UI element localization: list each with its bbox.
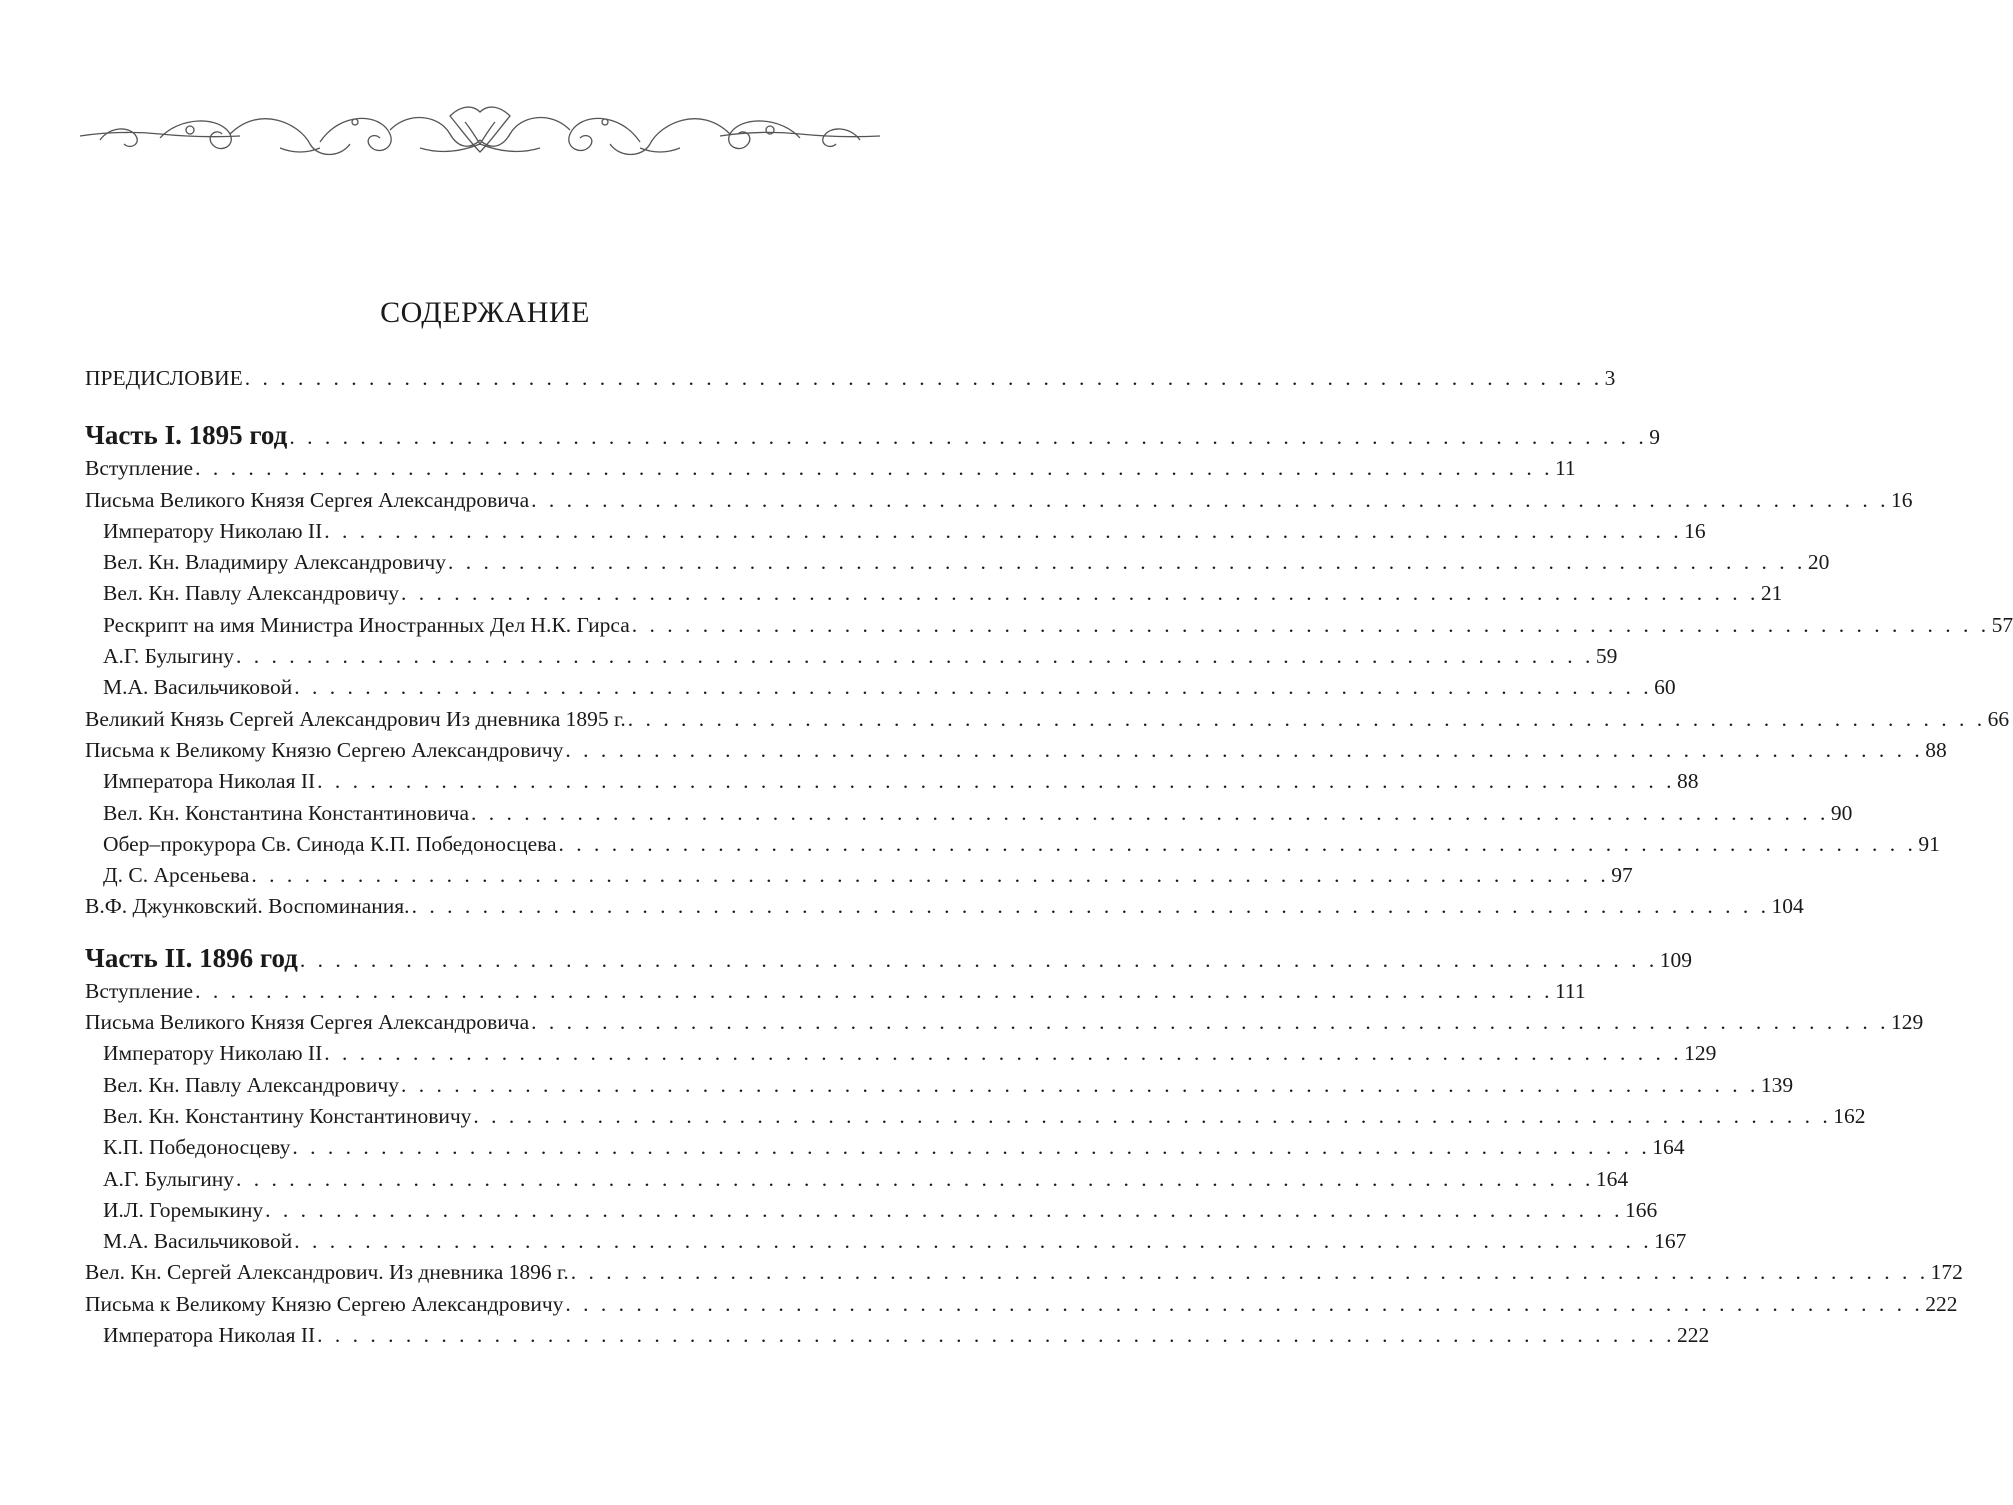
toc-entry-label: Письма к Великому Князю Сергею Александровичу xyxy=(85,737,564,762)
leader-dots: . . . . . . . . . . . . . . . . . . . . . . . . . . . . . . . . . . . . . . . . . . . . . . . . . . . . . . . . . . . . . . . . . . . . . . . . . . . . . xyxy=(294,675,1653,700)
leader-dots: . . . . . . . . . . . . . . . . . . . . . . . . . . . . . . . . . . . . . . . . . . . . . . . . . . . . . . . . . . . . . . . . . . . . . . . . . . . . . xyxy=(289,425,1648,450)
toc-entry-page: 104 xyxy=(1771,894,1804,919)
leader-dots: . . . . . . . . . . . . . . . . . . . . . . . . . . . . . . . . . . . . . . . . . . . . . . . . . . . . . . . . . . . . . . . . . . . . . . . . . . . . . xyxy=(565,1291,1924,1316)
leader-dots: . . . . . . . . . . . . . . . . . . . . . . . . . . . . . . . . . . . . . . . . . . . . . . . . . . . . . . . . . . . . . . . . . . . . . . . . . . . . . xyxy=(447,550,1806,575)
toc-entry-page: 129 xyxy=(1684,1041,1717,1066)
toc-entry[interactable] xyxy=(85,735,1947,766)
toc-subentry[interactable] xyxy=(85,798,1853,829)
toc-part-heading[interactable] xyxy=(85,941,1692,976)
leader-dots: . . . . . . . . . . . . . . . . . . . . . . . . . . . . . . . . . . . . . . . . . . . . . . . . . . . . . . . . . . . . . . . . . . . . . . . . . . . . . xyxy=(631,612,1990,637)
toc-entry-label: Д. С. Арсеньева xyxy=(103,863,250,888)
toc-entry-label: Рескрипт на имя Министра Иностранных Дел Н.К. Гирса xyxy=(103,612,630,637)
leader-dots: . . . . . . . . . . . . . . . . . . . . . . . . . . . . . . . . . . . . . . . . . . . . . . . . . . . . . . . . . . . . . . . . . . . . . . . . . . . . . xyxy=(294,1229,1653,1254)
toc-subentry[interactable] xyxy=(85,641,1618,672)
toc-entry-preface[interactable] xyxy=(85,363,1616,394)
toc-entry-label: Императору Николаю II xyxy=(103,518,323,543)
toc-entry-label: Вступление xyxy=(85,456,194,481)
toc-subentry[interactable] xyxy=(85,1132,1685,1163)
toc-entry-label: Вел. Кн. Павлу Александровичу xyxy=(103,1072,399,1097)
toc-entry[interactable] xyxy=(85,1257,1963,1288)
toc-entry-page: 66 xyxy=(1987,706,2010,731)
toc-entry[interactable] xyxy=(85,891,1804,922)
toc-entry-label: Письма Великого Князя Сергея Александровича xyxy=(85,487,530,512)
toc-entry-page: 16 xyxy=(1891,487,1913,512)
leader-dots: . . . . . . . . . . . . . . . . . . . . . . . . . . . . . . . . . . . . . . . . . . . . . . . . . . . . . . . . . . . . . . . . . . . . . . . . . . . . . xyxy=(531,487,1890,512)
toc-entry-label: Вел. Кн. Константина Константиновича xyxy=(103,800,470,825)
leader-dots: . . . . . . . . . . . . . . . . . . . . . . . . . . . . . . . . . . . . . . . . . . . . . . . . . . . . . . . . . . . . . . . . . . . . . . . . . . . . . xyxy=(627,706,1986,731)
toc-subentry[interactable] xyxy=(85,1320,1710,1351)
leader-dots: . . . . . . . . . . . . . . . . . . . . . . . . . . . . . . . . . . . . . . . . . . . . . . . . . . . . . . . . . . . . . . . . . . . . . . . . . . . . . xyxy=(317,769,1676,794)
leader-dots: . . . . . . . . . . . . . . . . . . . . . . . . . . . . . . . . . . . . . . . . . . . . . . . . . . . . . . . . . . . . . . . . . . . . . . . . . . . . . xyxy=(265,1197,1623,1222)
page-title: СОДЕРЖАНИЕ xyxy=(380,296,590,329)
toc-subentry[interactable] xyxy=(85,766,1699,797)
leader-dots: . . . . . . . . . . . . . . . . . . . . . . . . . . . . . . . . . . . . . . . . . . . . . . . . . . . . . . . . . . . . . . . . . . . . . . . . . . . . . xyxy=(400,581,1759,606)
toc-entry-label: Часть I. 1895 год xyxy=(85,420,288,451)
toc-entry-label: Часть II. 1896 год xyxy=(85,942,298,973)
toc-entry-page: 20 xyxy=(1807,550,1830,575)
toc-entry-page: 16 xyxy=(1684,518,1706,543)
toc-entry[interactable] xyxy=(85,1007,1924,1038)
leader-dots: . . . . . . . . . . . . . . . . . . . . . . . . . . . . . . . . . . . . . . . . . . . . . . . . . . . . . . . . . . . . . . . . . . . . . . . . . . . . . xyxy=(471,800,1829,825)
toc-entry-label: Императора Николая II xyxy=(103,769,316,794)
toc-entry-page: 97 xyxy=(1611,863,1633,888)
leader-dots: . . . . . . . . . . . . . . . . . . . . . . . . . . . . . . . . . . . . . . . . . . . . . . . . . . . . . . . . . . . . . . . . . . . . . . . . . . . . . xyxy=(236,1166,1594,1191)
leader-dots: . . . . . . . . . . . . . . . . . . . . . . . . . . . . . . . . . . . . . . . . . . . . . . . . . . . . . . . . . . . . . . . . . . . . . . . . . . . . . xyxy=(565,737,1924,762)
toc-entry[interactable] xyxy=(85,1289,1958,1320)
leader-dots: . . . . . . . . . . . . . . . . . . . . . . . . . . . . . . . . . . . . . . . . . . . . . . . . . . . . . . . . . . . . . . . . . . . . . . . . . . . . . xyxy=(236,644,1594,669)
toc-entry-page: 60 xyxy=(1654,675,1676,700)
leader-dots: . . . . . . . . . . . . . . . . . . . . . . . . . . . . . . . . . . . . . . . . . . . . . . . . . . . . . . . . . . . . . . . . . . . . . . . . . . . . . xyxy=(324,1041,1683,1066)
toc-entry-label: Вел. Кн. Константину Константиновичу xyxy=(103,1103,472,1128)
toc-entry-page: 90 xyxy=(1830,800,1853,825)
toc-entry[interactable] xyxy=(85,485,1913,516)
toc-entry-label: Императору Николаю II xyxy=(103,1041,323,1066)
toc-entry-label: Вступление xyxy=(85,978,194,1003)
toc-subentry[interactable] xyxy=(85,610,2013,641)
toc-entry-page: 167 xyxy=(1654,1229,1687,1254)
leader-dots: . . . . . . . . . . . . . . . . . . . . . . . . . . . . . . . . . . . . . . . . . . . . . . . . . . . . . . . . . . . . . . . . . . . . . . . . . . . . . xyxy=(195,978,1553,1003)
toc-entry[interactable] xyxy=(85,453,1576,484)
toc-entry-page: 166 xyxy=(1624,1197,1658,1222)
toc-entry-label: А.Г. Булыгину xyxy=(103,644,235,669)
toc-entry-label: Письма Великого Князя Сергея Александровича xyxy=(85,1010,530,1035)
toc-subentry[interactable] xyxy=(85,1164,1629,1195)
decorative-ornament-icon xyxy=(80,100,880,162)
toc-entry-page: 21 xyxy=(1760,581,1783,606)
toc-entry-page: 162 xyxy=(1833,1103,1866,1128)
toc-subentry[interactable] xyxy=(85,1226,1687,1257)
toc-subentry[interactable] xyxy=(85,547,1830,578)
toc-entry-label: Великий Князь Сергей Александрович Из дневника 1895 г. xyxy=(85,706,626,731)
toc-entry-label: Вел. Кн. Павлу Александровичу xyxy=(103,581,399,606)
toc-entry-page: 139 xyxy=(1760,1072,1794,1097)
toc-entry-page: 164 xyxy=(1595,1166,1629,1191)
leader-dots: . . . . . . . . . . . . . . . . . . . . . . . . . . . . . . . . . . . . . . . . . . . . . . . . . . . . . . . . . . . . . . . . . . . . . . . . . . . . . xyxy=(292,1135,1651,1160)
toc-entry-label: И.Л. Горемыкину xyxy=(103,1197,264,1222)
leader-dots: . . . . . . . . . . . . . . . . . . . . . . . . . . . . . . . . . . . . . . . . . . . . . . . . . . . . . . . . . . . . . . . . . . . . . . . . . . . . . xyxy=(251,863,1610,888)
toc-entry-label: ПРЕДИСЛОВИЕ xyxy=(85,366,243,390)
leader-dots: . . . . . . . . . . . . . . . . . . . . . . . . . . . . . . . . . . . . . . . . . . . . . . . . . . . . . . . . . . . . . . . . . . . . . . . . . . . . . xyxy=(473,1103,1832,1128)
leader-dots: . . . . . . . . . . . . . . . . . . . . . . . . . . . . . . . . . . . . . . . . . . . . . . . . . . . . . . . . . . . . . . . . . . . . . . . . . . . . . xyxy=(411,894,1770,919)
toc-entry[interactable] xyxy=(85,976,1586,1007)
toc-entry-page: 164 xyxy=(1652,1135,1685,1160)
toc-entry-page: 88 xyxy=(1925,737,1947,762)
toc-subentry[interactable] xyxy=(85,672,1676,703)
toc-entry-page: 109 xyxy=(1659,947,1692,972)
toc-entry-page: 88 xyxy=(1677,769,1699,794)
toc-entry-label: Вел. Кн. Сергей Александрович. Из дневника 1896 г. xyxy=(85,1260,569,1285)
toc-subentry[interactable] xyxy=(85,1101,1866,1132)
leader-dots: . . . . . . . . . . . . . . . . . . . . . . . . . . . . . . . . . . . . . . . . . . . . . . . . . . . . . . . . . . . . . . . . . . . . . . . . . . . . . xyxy=(299,947,1658,972)
toc-entry-label: Обер–прокурора Св. Синода К.П. Победоносцева xyxy=(103,831,557,856)
toc-entry-page: 3 xyxy=(1604,366,1616,390)
toc-subentry[interactable] xyxy=(85,860,1633,891)
leader-dots: . . . . . . . . . . . . . . . . . . . . . . . . . . . . . . . . . . . . . . . . . . . . . . . . . . . . . . . . . . . . . . . . . . . . . . . . . . . . . xyxy=(570,1260,1929,1285)
toc-entry-page: 11 xyxy=(1554,456,1576,481)
toc-entry-page: 9 xyxy=(1649,425,1660,450)
toc-entry-label: К.П. Победоносцеву xyxy=(103,1135,291,1160)
toc-subentry[interactable] xyxy=(85,829,1940,860)
toc-entry-page: 91 xyxy=(1918,831,1940,856)
leader-dots: . . . . . . . . . . . . . . . . . . . . . . . . . . . . . . . . . . . . . . . . . . . . . . . . . . . . . . . . . . . . . . . . . . . . . . . . . . . . . xyxy=(244,366,1603,390)
toc-entry-label: Письма к Великому Князю Сергею Александровичу xyxy=(85,1291,564,1316)
toc-entry-page: 222 xyxy=(1677,1323,1710,1348)
toc-entry-page: 111 xyxy=(1554,978,1586,1003)
toc-entry-page: 129 xyxy=(1891,1010,1924,1035)
toc-subentry[interactable] xyxy=(85,1038,1717,1069)
toc-entry-label: Императора Николая II xyxy=(103,1323,316,1348)
toc-entry-page: 172 xyxy=(1930,1260,1963,1285)
toc-entry-label: В.Ф. Джунковский. Воспоминания. xyxy=(85,894,410,919)
table-of-contents xyxy=(85,363,2013,1351)
leader-dots: . . . . . . . . . . . . . . . . . . . . . . . . . . . . . . . . . . . . . . . . . . . . . . . . . . . . . . . . . . . . . . . . . . . . . . . . . . . . . xyxy=(195,456,1553,481)
toc-entry-page: 222 xyxy=(1925,1291,1958,1316)
toc-subentry[interactable] xyxy=(85,1070,1794,1101)
toc-entry-label: М.А. Васильчиковой xyxy=(103,1229,293,1254)
leader-dots: . . . . . . . . . . . . . . . . . . . . . . . . . . . . . . . . . . . . . . . . . . . . . . . . . . . . . . . . . . . . . . . . . . . . . . . . . . . . . xyxy=(324,518,1683,543)
toc-entry-page: 59 xyxy=(1595,644,1618,669)
toc-entry[interactable] xyxy=(85,704,2010,735)
toc-subentry[interactable] xyxy=(85,516,1706,547)
toc-part-heading[interactable] xyxy=(85,418,1660,453)
toc-subentry[interactable] xyxy=(85,578,1783,609)
toc-entry-label: М.А. Васильчиковой xyxy=(103,675,293,700)
toc-subentry[interactable] xyxy=(85,1195,1658,1226)
leader-dots: . . . . . . . . . . . . . . . . . . . . . . . . . . . . . . . . . . . . . . . . . . . . . . . . . . . . . . . . . . . . . . . . . . . . . . . . . . . . . xyxy=(558,831,1917,856)
toc-entry-label: Вел. Кн. Владимиру Александровичу xyxy=(103,550,446,575)
leader-dots: . . . . . . . . . . . . . . . . . . . . . . . . . . . . . . . . . . . . . . . . . . . . . . . . . . . . . . . . . . . . . . . . . . . . . . . . . . . . . xyxy=(317,1323,1676,1348)
toc-entry-label: А.Г. Булыгину xyxy=(103,1166,235,1191)
leader-dots: . . . . . . . . . . . . . . . . . . . . . . . . . . . . . . . . . . . . . . . . . . . . . . . . . . . . . . . . . . . . . . . . . . . . . . . . . . . . . xyxy=(400,1072,1759,1097)
toc-entry-page: 57 xyxy=(1991,612,2013,637)
leader-dots: . . . . . . . . . . . . . . . . . . . . . . . . . . . . . . . . . . . . . . . . . . . . . . . . . . . . . . . . . . . . . . . . . . . . . . . . . . . . . xyxy=(531,1010,1890,1035)
